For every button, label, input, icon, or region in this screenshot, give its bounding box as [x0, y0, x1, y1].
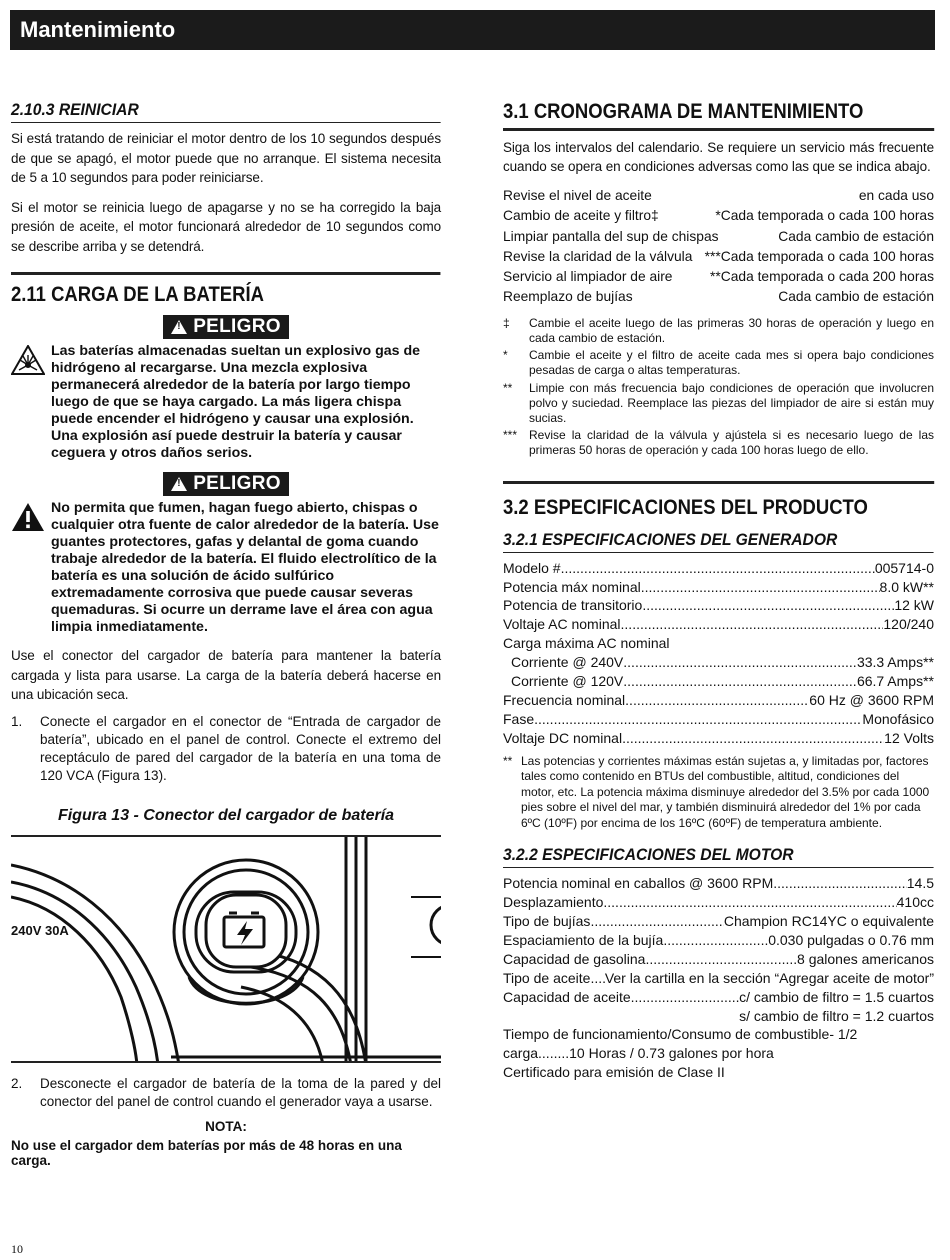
- spec-label: Espaciamiento de la bujía: [503, 931, 664, 948]
- spec-value: Ver la cartilla en la sección “Agregar aceite de motor”: [604, 969, 934, 986]
- dot-leader: [663, 931, 768, 950]
- spec-row: [503, 893, 934, 912]
- spec-emission-cert: Certificado para emisión de Clase II: [503, 1064, 725, 1081]
- generator-note-symbol: **: [503, 753, 513, 768]
- left-column: [11, 100, 441, 1168]
- spec-row: [503, 578, 934, 597]
- danger-banner-1: [11, 315, 441, 339]
- figure-13-caption: Figura 13 - Conector del cargador de batería: [57, 806, 395, 824]
- schedule-row: [503, 206, 934, 226]
- danger-warning-acid: [11, 500, 441, 636]
- dot-leader: [621, 615, 884, 634]
- spec-label: Potencia máx nominal: [503, 578, 641, 595]
- page-number: 10: [11, 1242, 23, 1256]
- charger-paragraph: Use el conector del cargador de batería para mantener la batería cargada y lista para usarse. La carga de la batería deberá hacerse en una ubicación seca.: [11, 648, 441, 702]
- restart-paragraph-1: Si está tratando de reiniciar el motor dentro de los 10 segundos después de que se apagó, el motor puede que no arranque. El sistema necesita de 5 a 10 segundos para poder reiniciarse.: [11, 131, 441, 185]
- dot-leader: [622, 729, 884, 748]
- section-3-2-2-title: 3.2.2 ESPECIFICACIONES DEL MOTOR: [503, 845, 934, 868]
- spec-label: Corriente @ 240V: [511, 654, 624, 671]
- spec-row: [503, 988, 934, 1007]
- restart-paragraph-2: Si el motor se reinicia luego de apagarse y no se ha corregido la baja presión de aceite, el motor funcionará alrededor de 10 segundos como se describe arriba y se detendrá.: [11, 199, 441, 254]
- spec-row: [503, 615, 934, 634]
- schedule-row: [503, 186, 934, 206]
- spec-label: Capacidad de aceite: [503, 988, 631, 1005]
- schedule-interval: Cada cambio de estación: [778, 228, 934, 244]
- schedule-note: [503, 348, 934, 378]
- spec-label: Corriente @ 120V: [511, 673, 624, 690]
- dot-leader: [590, 969, 604, 988]
- note-symbol: **: [503, 380, 513, 395]
- generator-spec-note: [503, 754, 934, 832]
- spec-max-ac-load: Carga máxima AC nominal: [503, 635, 670, 652]
- note-text: Limpie con más frecuencia bajo condiciones de operación que involucren polvo y suciedad. Reemplace las piezas del limpiador de aire si están muy sucias.: [529, 380, 934, 425]
- schedule-interval: **Cada temporada o cada 200 horas: [710, 269, 934, 285]
- schedule-row: [503, 227, 934, 247]
- spec-label: Capacidad de gasolina: [503, 950, 646, 967]
- step-2-number: 2.: [11, 1075, 23, 1091]
- dot-leader: [623, 672, 857, 691]
- schedule-interval: Cada cambio de estación: [778, 289, 934, 305]
- danger-text-1: Las baterías almacenadas sueltan un explosivo gas de hidrógeno al recargarse. Una mezcla explosiva permanecerá alrededor de la batería por largo tiempo luego de que se haya cargado. La más ligera chispa puede encender el hidrógeno y causar una explosión. Una explosión así puede destruir la batería y causar ceguera y otros daños serios.: [51, 343, 421, 461]
- schedule-row: [503, 247, 934, 267]
- spec-label: Frecuencia nominal: [503, 691, 626, 708]
- spec-label: Tipo de bujías: [503, 912, 591, 929]
- dot-leader: [590, 912, 723, 931]
- dot-leader: [623, 653, 857, 672]
- note-text: Revise la claridad de la válvula y ajústela si es necesario luego de las primeras 50 horas de operación y cada 100 horas luego de ello.: [529, 428, 934, 458]
- spec-row: [511, 672, 934, 691]
- spec-row: [503, 729, 934, 748]
- schedule-note: [503, 316, 934, 346]
- warning-triangle-icon: [171, 320, 187, 334]
- schedule-task: Reemplazo de bujías: [503, 289, 633, 305]
- spec-label: Potencia de transitorio: [503, 597, 643, 614]
- spec-value: c/ cambio de filtro = 1.5 cuartos: [739, 988, 934, 1005]
- schedule-note: [503, 428, 934, 458]
- spec-label: Desplazamiento: [503, 894, 604, 911]
- spec-value: 0.030 pulgadas o 0.76 mm: [768, 931, 934, 948]
- step-2: [11, 1075, 441, 1111]
- dot-leader: [645, 950, 797, 969]
- spec-label: Tipo de aceite: [503, 969, 591, 986]
- spec-value: Champion RC14YC o equivalente: [723, 912, 934, 929]
- spec-value: 12 Volts: [884, 729, 934, 746]
- dot-leader: [773, 874, 906, 893]
- dot-leader: [631, 988, 739, 1007]
- note-symbol: ‡: [503, 315, 510, 330]
- schedule-interval: ***Cada temporada o cada 100 horas: [704, 248, 934, 264]
- figure-voltage-label: 240V 30A: [11, 922, 69, 938]
- spec-row: [503, 950, 934, 969]
- section-3-2-1-title: 3.2.1 ESPECIFICACIONES DEL GENERADOR: [503, 530, 934, 553]
- note-symbol: ***: [503, 428, 518, 443]
- step-2-text: Desconecte el cargador de batería de la toma de la pared y del conector del panel de control cuando el generador vaya a usarse.: [40, 1075, 441, 1109]
- charging-steps-2: [11, 1075, 441, 1111]
- schedule-intro: Siga los intervalos del calendario. Se requiere un servicio más frecuente cuando se opera en condiciones adversas como las que se indica abajo.: [503, 140, 934, 174]
- note-text: No use el cargador dem baterías por más de 48 horas en una carga.: [11, 1137, 402, 1168]
- schedule-note: [503, 381, 934, 427]
- spec-label: Potencia nominal en caballos @ 3600 RPM: [503, 875, 774, 892]
- danger-label-2: PELIGRO: [193, 473, 281, 494]
- exclamation-triangle-icon: [11, 500, 45, 636]
- page-header-title: Mantenimiento: [20, 17, 176, 42]
- spec-value: 14.5: [906, 875, 934, 892]
- spec-row: [503, 710, 934, 729]
- spec-row: [503, 691, 934, 710]
- dot-leader: [603, 893, 896, 912]
- note-label: NOTA:: [205, 1118, 247, 1134]
- schedule-notes: [503, 316, 934, 459]
- schedule-row: [503, 267, 934, 287]
- dot-leader: [625, 691, 809, 710]
- section-3-1-title: 3.1 CRONOGRAMA DE MANTENIMIENTO: [503, 100, 934, 131]
- spec-row: [503, 912, 934, 931]
- warning-triangle-icon: [171, 477, 187, 491]
- schedule-task: Revise la claridad de la válvula: [503, 248, 693, 264]
- dot-leader: [642, 596, 894, 615]
- spec-value: 66.7 Amps**: [856, 673, 934, 690]
- spec-value: 005714-0: [874, 559, 934, 576]
- spec-value: 8 galones americanos: [797, 950, 934, 967]
- charging-steps: [11, 713, 441, 785]
- spec-value: 60 Hz @ 3600 RPM: [809, 691, 934, 708]
- page-header: [10, 10, 935, 50]
- spec-run-time: Tiempo de funcionamiento/Consumo de combustible- 1/2 carga........10 Horas / 0.73 galones por hora: [503, 1026, 858, 1062]
- danger-warning-explosive: [11, 343, 441, 462]
- step-1-text: Conecte el cargador en el conector de “Entrada de cargador de batería”, ubicado en el panel de control. Conecte el extremo del receptáculo de pared del cargador de la batería en una toma de 120 VCA (Figura 13).: [40, 713, 441, 783]
- explosion-hazard-icon: [11, 343, 45, 462]
- schedule-task: Limpiar pantalla del sup de chispas: [503, 228, 719, 244]
- schedule-task: Revise el nivel de aceite: [503, 188, 652, 203]
- section-2-10-3-title: 2.10.3 REINICIAR: [11, 100, 441, 123]
- spec-label: Modelo #: [503, 559, 561, 576]
- spec-row: [503, 874, 934, 893]
- dot-leader: [561, 559, 875, 578]
- spec-value: Monofásico: [862, 710, 934, 727]
- schedule-row: [503, 287, 934, 307]
- section-3-2-title: 3.2 ESPECIFICACIONES DEL PRODUCTO: [503, 481, 934, 520]
- schedule-interval: *Cada temporada o cada 100 horas: [715, 208, 934, 224]
- section-2-11-title: 2.11 CARGA DE LA BATERÍA: [11, 272, 441, 307]
- spec-row: [503, 559, 934, 578]
- spec-value: 410cc: [896, 894, 934, 911]
- spec-value: 12 kW: [894, 597, 934, 614]
- spec-label: Voltaje DC nominal: [503, 729, 623, 746]
- spec-value: 33.3 Amps**: [856, 654, 934, 671]
- spec-value: 120/240: [883, 616, 934, 633]
- danger-text-2: No permita que fumen, hagan fuego abierto, chispas o cualquier otra fuente de calor alrededor de la batería. Use guantes protectores, gafas y delantal de goma cuando trabaje alrededor de la batería. El fluido electrolítico de la batería es una solución de ácido sulfúrico extremadamente corrosiva que puede causar severas quemaduras. Si ocurre un derrame lave el área con agua limpia inmediatamente.: [51, 500, 439, 635]
- right-column: [503, 100, 934, 1082]
- danger-banner-2: [11, 472, 441, 496]
- spec-row: [503, 931, 934, 950]
- step-1-number: 1.: [11, 713, 23, 729]
- schedule-task: Cambio de aceite y filtro‡: [503, 208, 659, 224]
- spec-oil-no-filter: s/ cambio de filtro = 1.2 cuartos: [739, 1007, 934, 1024]
- engine-specs: [503, 874, 934, 1082]
- generator-specs: [503, 559, 934, 748]
- spec-row: [503, 596, 934, 615]
- schedule-interval: en cada uso: [858, 188, 934, 203]
- dot-leader: [641, 578, 880, 597]
- danger-label-1: PELIGRO: [193, 316, 281, 337]
- dot-leader: [534, 710, 862, 729]
- spec-value: 8.0 kW**: [879, 578, 934, 595]
- schedule-task: Servicio al limpiador de aire: [503, 269, 673, 285]
- note-text: Cambie el aceite luego de las primeras 30 horas de operación y luego en cada cambio de estación.: [529, 315, 934, 345]
- spec-row: [511, 653, 934, 672]
- note-text: Cambie el aceite y el filtro de aceite cada mes si opera bajo condiciones pesadas de carga o altas temperaturas.: [529, 348, 934, 378]
- generator-note-text: Las potencias y corrientes máximas están sujetas a, y limitadas por, factores tales como contenido en BTUs del combustible, altitud, condiciones del motor, etc. La potencia máxima disminuye alrededor del 3.5% por cada 1000 pies sobre el nivel del mar, y también disminuirá alrededor del 1% por cada 6ºC (10ºF) por encima de los 16ºC (60ºF) de temperatura ambiente.: [521, 753, 930, 830]
- figure-13-charger-connector: [11, 835, 441, 1063]
- step-1: [11, 713, 441, 785]
- note-symbol: *: [503, 348, 508, 363]
- maintenance-schedule: [503, 186, 934, 308]
- spec-row: [503, 969, 934, 988]
- spec-label: Fase: [503, 710, 535, 727]
- spec-label: Voltaje AC nominal: [503, 616, 621, 633]
